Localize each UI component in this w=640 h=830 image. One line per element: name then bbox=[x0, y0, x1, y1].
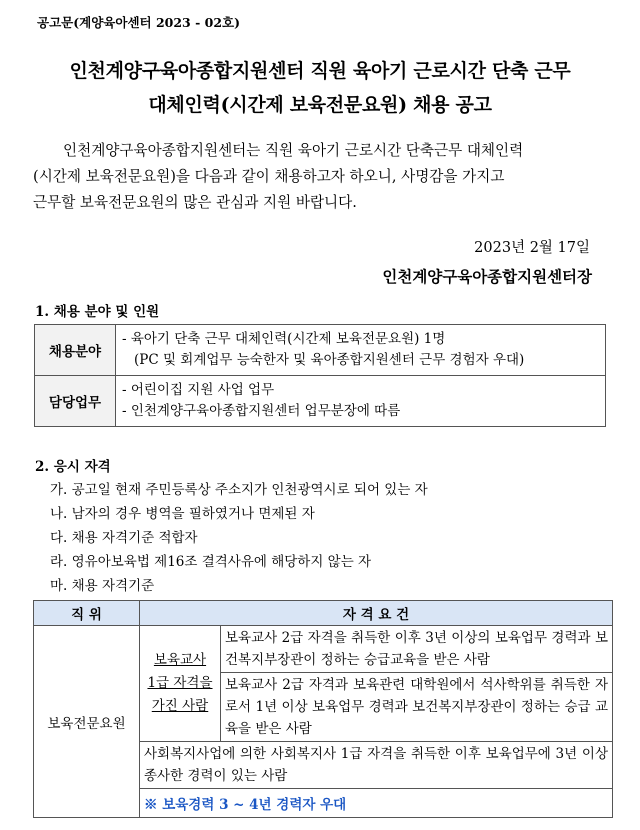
list-item: 라. 영유아보육법 제16조 결격사유에 해당하지 않는 자 bbox=[50, 554, 372, 570]
requirement-text: 사회복지사업에 의한 사회복지사 1급 자격을 취득한 이후 보육업무에 3년 이상 종사한 경력이 있는 사람 bbox=[140, 742, 613, 789]
qualification-list bbox=[50, 478, 428, 598]
field-body bbox=[116, 325, 606, 376]
duty-line: - 인천계양구육아종합지원센터 업무분장에 따름 bbox=[122, 403, 401, 419]
section-2-heading: 2. 응시 자격 bbox=[35, 459, 111, 475]
duty-line: - 어린이집 지원 사업 업무 bbox=[122, 382, 275, 398]
list-item: 나. 남자의 경우 병역을 필하였거나 면제된 자 bbox=[50, 506, 315, 522]
notice-number: 공고문(계양육아센터 2023 - 02호) bbox=[37, 15, 241, 30]
section-1-heading: 1. 채용 분야 및 인원 bbox=[35, 304, 160, 320]
list-item: 다. 채용 자격기준 적합자 bbox=[50, 530, 198, 546]
recruitment-field-table bbox=[34, 324, 606, 427]
sub-label-line: 가진 사람 bbox=[151, 698, 209, 714]
header-position: 직 위 bbox=[34, 601, 140, 626]
title-line-1: 인천계양구육아종합지원센터 직원 육아기 근로시간 단축 근무 bbox=[69, 60, 571, 82]
title-line-2: 대체인력(시간제 보육전문요원) 채용 공고 bbox=[148, 94, 492, 116]
intro-line: 근무할 보육전문요원의 많은 관심과 지원 바랍니다. bbox=[33, 194, 357, 211]
list-item: 마. 채용 자격기준 bbox=[50, 578, 155, 594]
field-line: - 육아기 단축 근무 대체인력(시간제 보육전문요원) 1명 bbox=[122, 331, 446, 347]
sub-label-line: 1급 자격을 bbox=[147, 675, 213, 691]
requirement-text: 보육교사 2급 자격과 보육관련 대학원에서 석사학위를 취득한 자로서 1년 이상 보육업무 경력과 보건복지부장관이 정하는 승급 교육을 받은 사람 bbox=[221, 673, 613, 742]
sub-label-cell bbox=[140, 626, 221, 742]
sub-label-line: 보육교사 bbox=[153, 652, 207, 668]
requirements-table bbox=[33, 600, 613, 818]
table-row bbox=[34, 626, 613, 673]
table-row bbox=[35, 325, 606, 376]
preference-note: ※ 보육경력 3 ~ 4년 경력자 우대 bbox=[140, 789, 613, 818]
organization-name: 인천계양구육아종합지원센터장 bbox=[382, 267, 592, 286]
position-cell: 보육전문요원 bbox=[34, 626, 140, 818]
list-item: 가. 공고일 현재 주민등록상 주소지가 인천광역시로 되어 있는 자 bbox=[50, 482, 428, 498]
table-row bbox=[35, 376, 606, 427]
requirement-text: 보육교사 2급 자격을 취득한 이후 3년 이상의 보육업무 경력과 보건복지부장관이 정하는 승급교육을 받은 사람 bbox=[221, 626, 613, 673]
intro-line: 인천계양구육아종합지원센터는 직원 육아기 근로시간 단축근무 대체인력 bbox=[63, 142, 524, 159]
field-header: 채용분야 bbox=[35, 325, 116, 376]
intro-paragraph bbox=[33, 138, 595, 216]
table-header-row bbox=[34, 601, 613, 626]
announcement-date: 2023년 2월 17일 bbox=[474, 240, 590, 256]
duty-header: 담당업무 bbox=[35, 376, 116, 427]
duty-body bbox=[116, 376, 606, 427]
header-requirements: 자 격 요 건 bbox=[140, 601, 613, 626]
field-line: (PC 및 회계업무 능숙한자 및 육아종합지원센터 근무 경험자 우대) bbox=[134, 352, 525, 368]
intro-line: (시간제 보육전문요원)을 다음과 같이 채용하고자 하오니, 사명감을 가지고 bbox=[33, 168, 505, 185]
